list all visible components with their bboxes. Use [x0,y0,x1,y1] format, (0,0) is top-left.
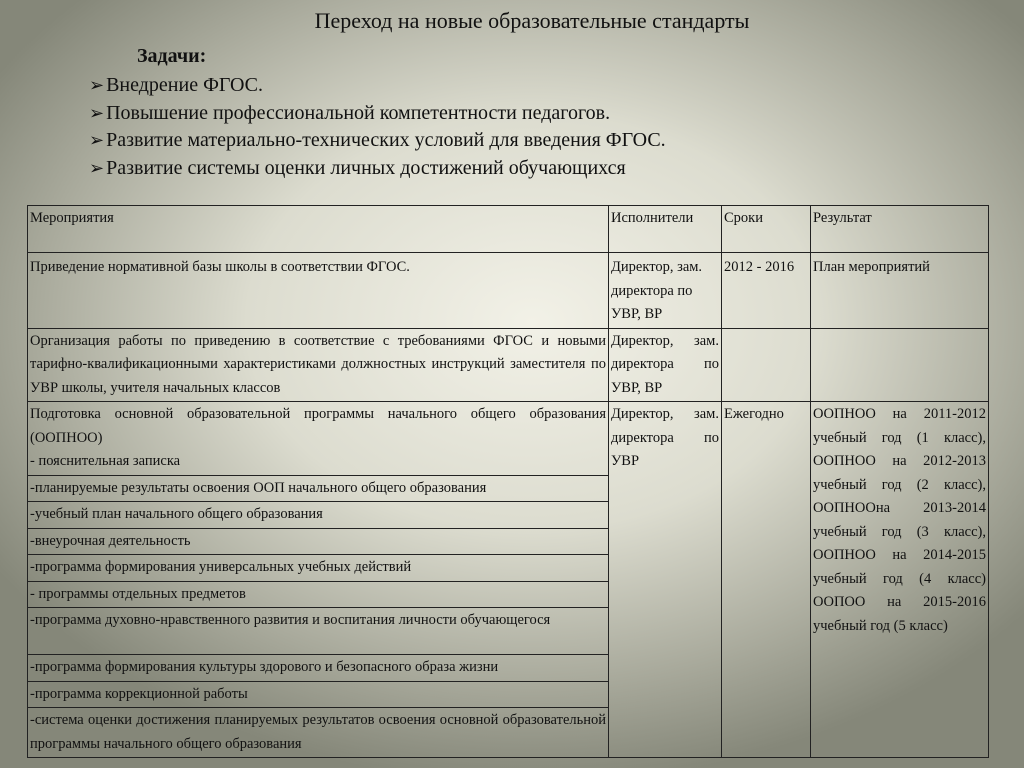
header-activities: Мероприятия [28,206,609,253]
term-cell: Ежегодно [722,402,811,758]
activity-cell: Приведение нормативной базы школы в соответствии ФГОС. [28,253,609,329]
plan-table [27,205,989,758]
sub-item-cell: -программа формирования универсальных учебных действий [28,555,609,582]
sub-item-cell: - программы отдельных предметов [28,581,609,608]
activity-cell: Организация работы по приведению в соответствие с требованиями ФГОС и новыми тарифно-квалификационными характеристиками должностных инструкций заместителя по УВР школы, учителя начальных классов [28,328,609,402]
result-cell: План мероприятий [811,253,989,329]
slide-title: Переход на новые образовательные стандарты [314,8,750,33]
result-cell [811,328,989,402]
table-row [28,253,989,329]
sub-item-cell: -программа формирования культуры здорового и безопасного образа жизни [28,655,609,682]
arrow-bullet-icon: ➢ [89,75,105,95]
term-cell [722,328,811,402]
task-text: Внедрение ФГОС. [106,74,263,96]
result-cell: ООПНОО на 2011-2012 учебный год (1 класс), ООПНОО на 2012-2013 учебный год (2 класс), ООПНООна 2013-2014 учебный год (3 класс), ООПНОО на 2014-2015 учебный год (4 класс) ООПОО на 2015-2016 учебный год (5 класс) [811,402,989,758]
header-result: Результат [811,206,989,253]
arrow-bullet-icon: ➢ [89,102,105,123]
table-header-row [28,206,989,253]
sub-item-cell: -программа духовно-нравственного развития и воспитания личности обучающегося [28,608,609,655]
sub-item-cell: -система оценки достижения планируемых результатов освоения основной образовательной программы начального общего образования [28,708,609,758]
activity-main-text: Подготовка основной образовательной программы начального общего образования (ООПНОО) [30,406,606,446]
table-row [28,328,989,402]
task-text: Развитие системы оценки личных достижений обучающихся [106,156,626,179]
executor-cell: Директор, зам. директора по УВР, ВР [609,328,722,402]
task-item [89,127,666,155]
sub-item-cell: -учебный план начального общего образования [28,502,609,529]
table-row [28,402,989,476]
sub-item-cell: -программа коррекционной работы [28,681,609,708]
sub-item-cell: -внеурочная деятельность [28,528,609,555]
activity-note-text: - пояснительная записка [30,453,181,469]
task-item [89,72,666,100]
task-text: Повышение профессиональной компетентности педагогов. [106,101,611,124]
task-item [89,155,666,183]
tasks-heading: Задачи: [137,45,207,67]
arrow-bullet-icon: ➢ [89,157,105,178]
task-text: Развитие материально-технических условий для введения ФГОС. [106,129,666,151]
header-terms: Сроки [722,206,811,253]
executor-cell: Директор, зам. директора по УВР [609,402,722,758]
task-item [89,100,666,128]
term-cell: 2012 - 2016 [722,253,811,329]
header-executors: Исполнители [609,206,722,253]
tasks-list [89,72,666,182]
executor-cell: Директор, зам. директора по УВР, ВР [609,253,722,329]
sub-item-cell: -планируемые результаты освоения ООП начального общего образования [28,475,609,502]
activity-cell [28,402,609,476]
arrow-bullet-icon: ➢ [89,130,105,150]
